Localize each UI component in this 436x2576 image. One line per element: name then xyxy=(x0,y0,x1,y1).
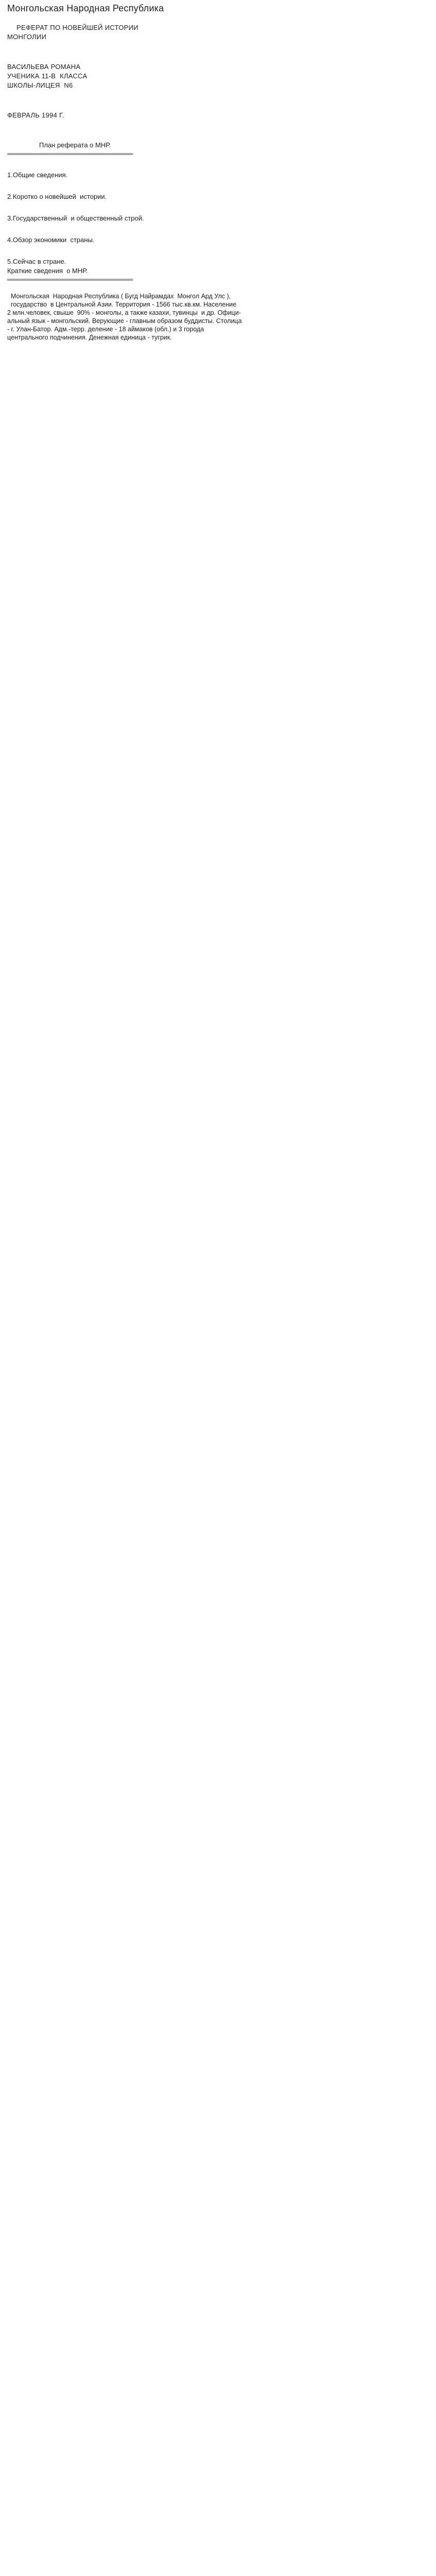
plan-item: 3.Государственный и общественный строй. xyxy=(7,214,144,222)
body-line: - г. Улан-Батор. Адм.-терр. деление - 18 аймаков (обл.) и 3 города xyxy=(7,326,204,333)
plan-divider: ════════════════════════════ xyxy=(7,150,133,158)
author-school: ШКОЛЫ-ЛИЦЕЯ N6 xyxy=(7,81,73,89)
author-class: УЧЕНИКА 11-В КЛАССА xyxy=(7,72,88,80)
report-title-line-2: МОНГОЛИИ xyxy=(7,33,47,41)
body-line: 2 млн.человек, свыше 90% - монголы, а также казахи, тувинцы и др. Офици- xyxy=(7,309,241,316)
summary-label: Краткие сведения о МНР. xyxy=(7,267,88,275)
body-line: государство в Центральной Азии. Территория - 1566 тыс.кв.км. Население xyxy=(7,301,237,308)
body-line: центрального подчинения. Денежная единица - тугрик. xyxy=(7,334,172,341)
report-header xyxy=(7,23,436,120)
summary-divider: ════════════════════════════ xyxy=(7,276,133,283)
document-title: Монгольская Народная Республика xyxy=(7,3,164,13)
plan-item: 1.Общие сведения. xyxy=(7,171,68,179)
report-title-line-1: РЕФЕРАТ ПО НОВЕЙШЕЙ ИСТОРИИ xyxy=(16,24,138,31)
author-name: ВАСИЛЬЕВА РОМАНА xyxy=(7,63,81,71)
body-line: альный язык - монгольский. Верующие - главным образом буддисты. Столица xyxy=(7,317,242,325)
report-date: ФЕВРАЛЬ 1994 Г. xyxy=(7,111,64,119)
plan-heading: План реферата о МНР. xyxy=(39,141,111,149)
plan-item: 4.Обзор экономики страны. xyxy=(7,236,95,244)
section-general-info xyxy=(7,292,436,342)
plan-section xyxy=(7,141,436,284)
plan-items xyxy=(7,171,436,284)
plan-item: 2.Коротко о новейшей истории. xyxy=(7,193,107,200)
plan-item: 5.Сейчас в стране. xyxy=(7,258,66,265)
body-line: Монгольская Народная Республика ( Бугд Найрамдах Монгол Ард Улс ), xyxy=(7,293,231,300)
